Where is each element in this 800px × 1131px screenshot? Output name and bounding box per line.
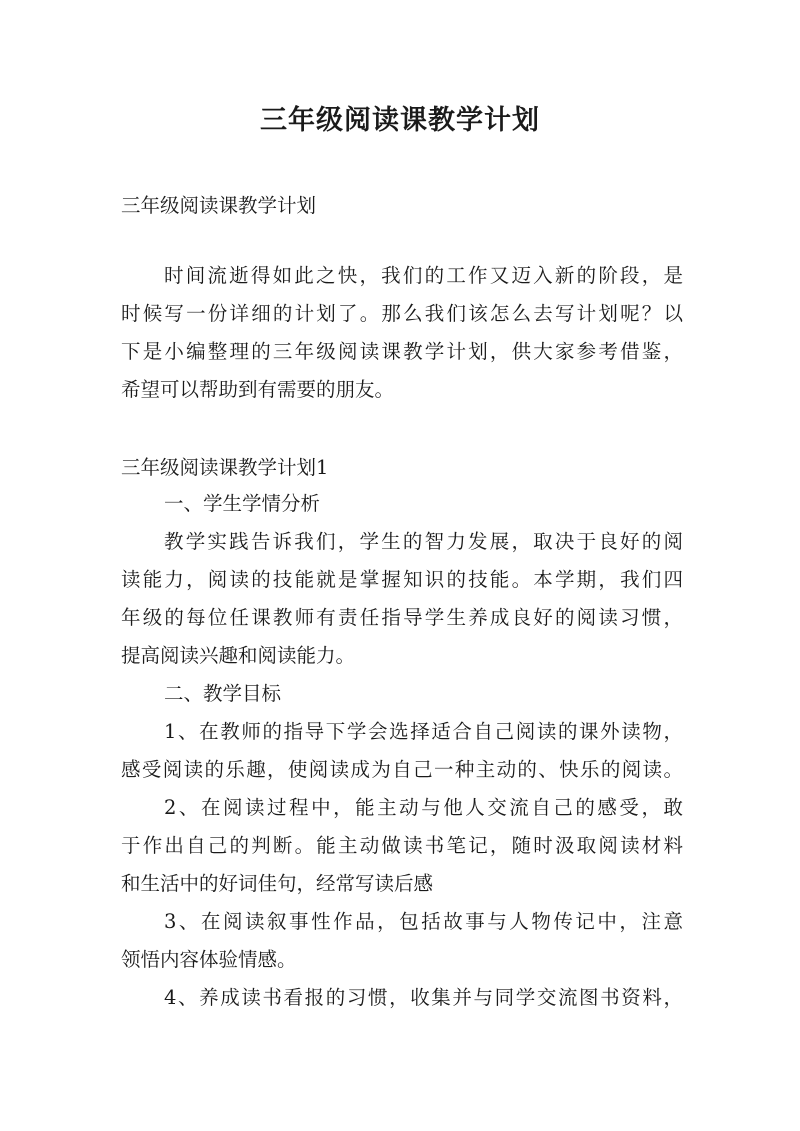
intro-line: 希望可以帮助到有需要的朋友。: [121, 378, 395, 401]
paragraph-line: 读能力，阅读的技能就是掌握知识的技能。本学期，我们四: [121, 568, 683, 591]
goal-line: 3、在阅读叙事性作品，包括故事与人物传记中，注意: [164, 910, 683, 933]
goal-line: 感受阅读的乐趣，使阅读成为自己一种主动的、快乐的阅读。: [121, 758, 683, 781]
paragraph-line: 年级的每位任课教师有责任指导学生养成良好的阅读习惯，: [121, 606, 683, 629]
paragraph-line: 教学实践告诉我们，学生的智力发展，取决于良好的阅: [164, 530, 683, 553]
goal-line: 1、在教师的指导下学会选择适合自己阅读的课外读物，: [164, 720, 683, 743]
paragraph-line: 提高阅读兴趣和阅读能力。: [121, 644, 356, 667]
goal-line: 领悟内容体验情感。: [121, 948, 297, 971]
goal-line: 和生活中的好词佳句，经常写读后感: [121, 872, 434, 895]
part-heading: 一、学生学情分析: [164, 492, 321, 515]
document-subtitle: 三年级阅读课教学计划: [121, 194, 317, 217]
document-title: 三年级阅读课教学计划: [260, 105, 540, 136]
intro-line: 时候写一份详细的计划了。那么我们该怎么去写计划呢？以: [121, 302, 683, 325]
goal-line: 2、在阅读过程中，能主动与他人交流自己的感受，敢: [164, 796, 683, 819]
section-heading: 三年级阅读课教学计划1: [121, 456, 329, 479]
goal-line: 于作出自己的判断。能主动做读书笔记，随时汲取阅读材料: [121, 834, 683, 857]
intro-line: 时间流逝得如此之快，我们的工作又迈入新的阶段，是: [164, 264, 683, 287]
part-heading: 二、教学目标: [164, 682, 282, 705]
intro-line: 下是小编整理的三年级阅读课教学计划，供大家参考借鉴，: [121, 340, 683, 363]
goal-line: 4、养成读书看报的习惯，收集并与同学交流图书资料，: [164, 986, 683, 1009]
